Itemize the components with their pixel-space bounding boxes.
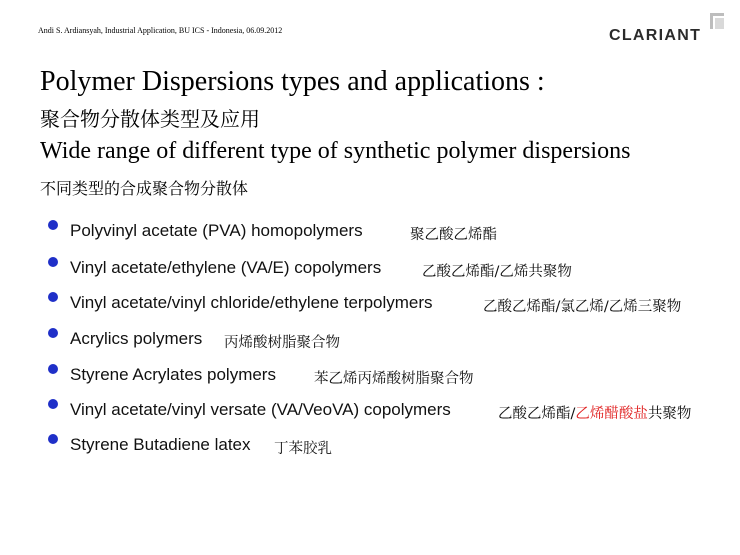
bullet-icon xyxy=(48,434,58,444)
item-english: Styrene Acrylates polymers xyxy=(70,365,276,384)
clariant-logo-icon xyxy=(710,13,724,29)
bullet-icon xyxy=(48,328,58,338)
item-chinese: 乙酸乙烯酯/乙烯共聚物 xyxy=(422,264,572,280)
item-english: Polyvinyl acetate (PVA) homopolymers xyxy=(70,221,363,240)
presenter-meta: Andi S. Ardiansyah, Industrial Application, BU ICS - Indonesia, 06.09.2012 xyxy=(38,26,283,35)
item-chinese-part: 共聚物 xyxy=(647,406,692,422)
bullet-icon xyxy=(48,292,58,302)
item-english: Vinyl acetate/ethylene (VA/E) copolymers xyxy=(70,258,382,277)
bullet-icon xyxy=(48,364,58,374)
item-english: Vinyl acetate/vinyl versate (VA/VeoVA) copolymers xyxy=(70,400,451,419)
item-chinese-highlight: 乙烯醋酸盐 xyxy=(575,406,648,422)
item-chinese: 乙酸乙烯酯/氯乙烯/乙烯三聚物 xyxy=(483,299,682,315)
item-english: Acrylics polymers xyxy=(70,329,203,348)
item-chinese: 聚乙酸乙烯酯 xyxy=(410,227,497,243)
clariant-logo: CLARIANT xyxy=(609,27,702,44)
bullet-icon xyxy=(48,257,58,267)
slide-subtitle-chinese: 不同类型的合成聚合物分散体 xyxy=(40,179,249,198)
bullet-icon xyxy=(48,220,58,230)
item-english: Styrene Butadiene latex xyxy=(70,435,251,454)
item-english: Vinyl acetate/vinyl chloride/ethylene terpolymers xyxy=(70,293,433,312)
item-chinese: 丙烯酸树脂聚合物 xyxy=(224,335,340,351)
slide-title-chinese: 聚合物分散体类型及应用 xyxy=(40,107,260,131)
item-chinese xyxy=(498,402,691,423)
slide-title: Polymer Dispersions types and applications : xyxy=(40,66,545,97)
item-chinese: 丁苯胶乳 xyxy=(274,441,332,457)
item-chinese: 苯乙烯丙烯酸树脂聚合物 xyxy=(314,371,474,387)
item-chinese-part: 乙酸乙烯酯/ xyxy=(498,406,576,422)
slide-subtitle: Wide range of different type of synthetic polymer dispersions xyxy=(40,138,631,164)
bullet-icon xyxy=(48,399,58,409)
